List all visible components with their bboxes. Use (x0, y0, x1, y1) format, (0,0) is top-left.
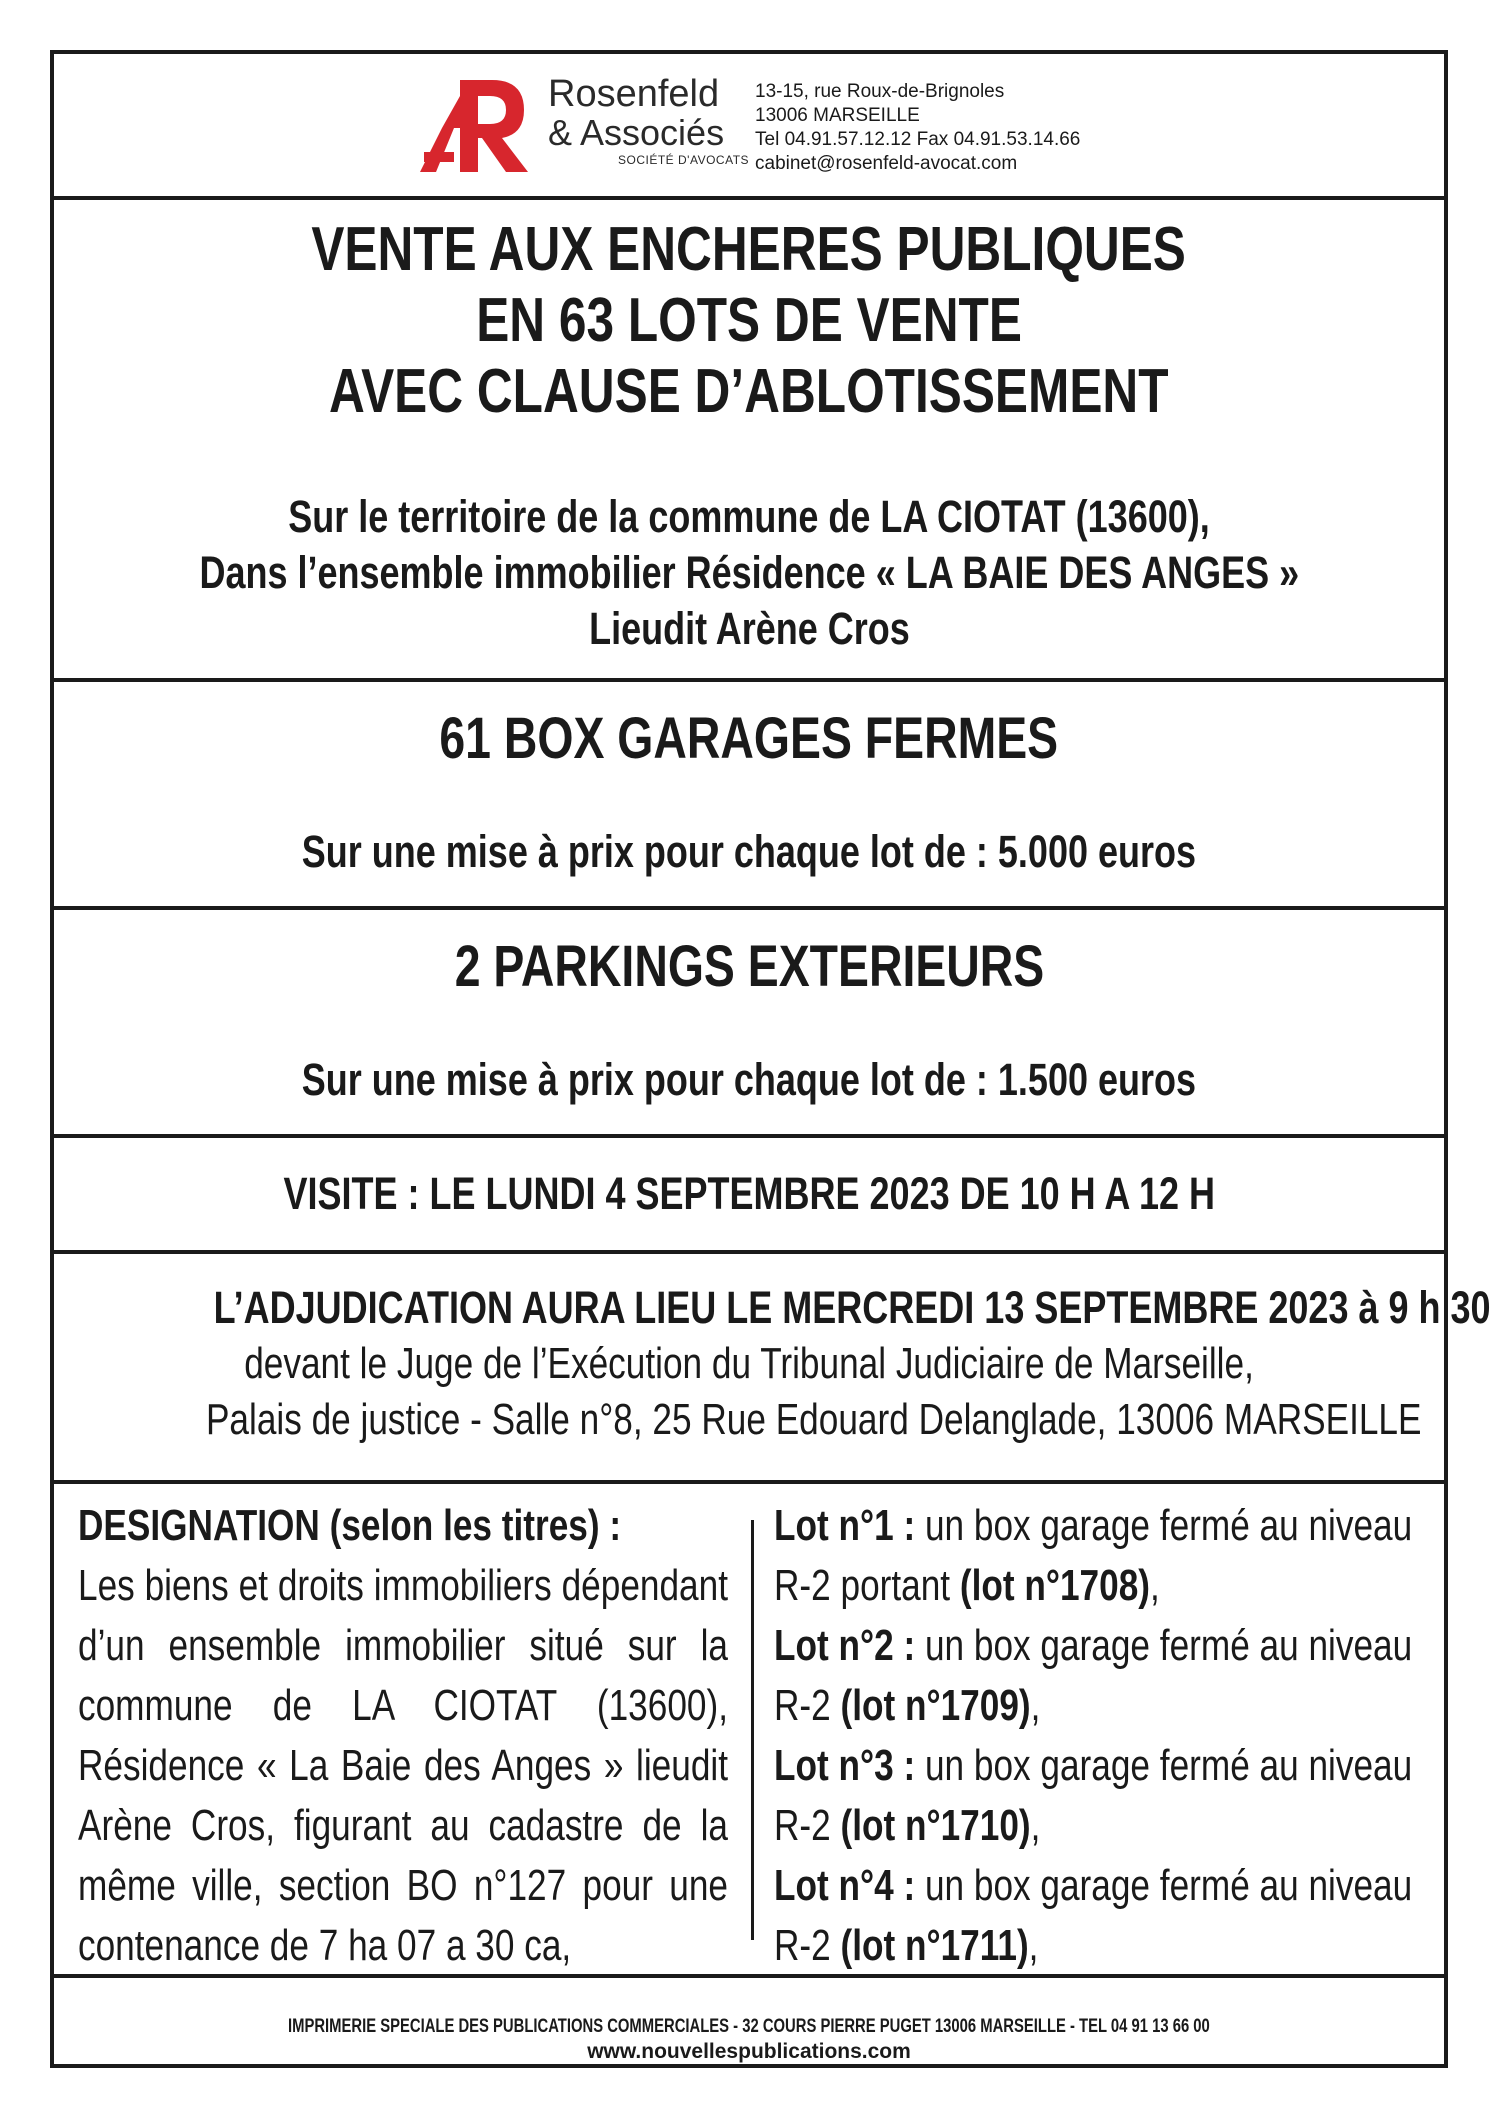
designation-section (54, 1484, 1444, 1978)
header-section (54, 54, 1444, 200)
firm-logo (420, 76, 530, 172)
location-line-2: Dans l’ensemble immobilier Résidence « LA BAIE DES ANGES » (199, 547, 1299, 598)
title-line-2: EN 63 LOTS DE VENTE (476, 286, 1022, 355)
lot-suffix: , (1028, 1921, 1039, 1970)
designation-line: commune de LA CIOTAT (13600), (78, 1681, 728, 1730)
brand-tagline: SOCIÉTÉ D'AVOCATS (618, 153, 750, 167)
parkings-heading: 2 PARKINGS EXTERIEURS (454, 934, 1044, 999)
visit-section (54, 1138, 1444, 1254)
lot-2-title (774, 1616, 1424, 1676)
box-garages-section (54, 682, 1444, 910)
designation-column (78, 1496, 728, 1976)
adjudication-line-1: devant le Juge de l’Exécution du Tribunal Judiciaire de Marseille, (244, 1339, 1254, 1388)
lot-label: Lot n°2 : (774, 1621, 916, 1670)
lot-desc: un box garage fermé au niveau (915, 1741, 1413, 1790)
lot-suffix: , (1030, 1681, 1041, 1730)
designation-line: Résidence « La Baie des Anges » lieudit (78, 1741, 728, 1790)
lot-label: Lot n°3 : (774, 1741, 916, 1790)
designation-line: d’un ensemble immobilier situé sur la (78, 1621, 728, 1670)
box-garages-heading: 61 BOX GARAGES FERMES (439, 706, 1059, 771)
lot-4-title (774, 1856, 1424, 1916)
lot-ref: (lot n°1709) (840, 1681, 1031, 1730)
lot-desc: un box garage fermé au niveau (915, 1621, 1413, 1670)
lots-column (774, 1496, 1424, 1976)
parkings-price: Sur une mise à prix pour chaque lot de : 1.500 euros (301, 1054, 1197, 1105)
title-line-1: VENTE AUX ENCHERES PUBLIQUES (311, 215, 1187, 284)
lot-3-ref-line (774, 1796, 1424, 1856)
title-line-3: AVEC CLAUSE D’ABLOTISSEMENT (329, 357, 1169, 426)
designation-line: Les biens et droits immobiliers dépendant (78, 1561, 728, 1610)
lot-label: Lot n°1 : (774, 1501, 916, 1550)
adjudication-line-2: Palais de justice - Salle n°8, 25 Rue Edouard Delanglade, 13006 MARSEILLE (205, 1395, 1422, 1444)
lot-label: Lot n°4 : (774, 1861, 916, 1910)
designation-line: même ville, section BO n°127 pour une (78, 1861, 728, 1910)
location-line-3: Lieudit Arène Cros (588, 603, 910, 654)
designation-heading: DESIGNATION (selon les titres) : (78, 1501, 622, 1550)
lot-3-title (774, 1736, 1424, 1796)
lot-4-ref-line (774, 1916, 1424, 1976)
designation-line: Arène Cros, figurant au cadastre de la (78, 1801, 728, 1850)
brand-name-line-2: & Associés (548, 112, 725, 153)
lot-prefix: R-2 (774, 1681, 841, 1730)
visit-text: VISITE : LE LUNDI 4 SEPTEMBRE 2023 DE 10 H A 12 H (283, 1168, 1215, 1219)
printer-info: IMPRIMERIE SPECIALE DES PUBLICATIONS COMMERCIALES - 32 COURS PIERRE PUGET 13006 MARSEILLE - TEL 04 91 13 66 00 (288, 2016, 1210, 2037)
location-line-1: Sur le territoire de la commune de LA CIOTAT (13600), (288, 491, 1210, 542)
lot-desc: un box garage fermé au niveau (915, 1861, 1413, 1910)
address-line-2: 13006 MARSEILLE (755, 105, 920, 126)
lot-prefix: R-2 (774, 1921, 841, 1970)
parkings-section (54, 910, 1444, 1138)
brand-name-line-1: Rosenfeld (548, 73, 720, 115)
title-section (54, 200, 1444, 682)
box-garages-price: Sur une mise à prix pour chaque lot de : 5.000 euros (301, 826, 1197, 877)
address-line-1: 13-15, rue Roux-de-Brignoles (755, 81, 1005, 102)
phone-line: Tel 04.91.57.12.12 Fax 04.91.53.14.66 (755, 129, 1081, 150)
lot-1-title (774, 1496, 1424, 1556)
website-link[interactable]: www.nouvellespublications.com (587, 2040, 911, 2063)
lot-ref: (lot n°1711) (840, 1921, 1029, 1970)
adjudication-section (54, 1254, 1491, 1484)
ar-logo-icon (420, 76, 530, 172)
lot-desc: un box garage fermé au niveau (915, 1501, 1413, 1550)
designation-line: contenance de 7 ha 07 a 30 ca, (78, 1921, 572, 1970)
lot-1-ref-line (774, 1556, 1424, 1616)
lot-ref: (lot n°1710) (840, 1801, 1031, 1850)
printer-footer (54, 2015, 1444, 2065)
lot-suffix: , (1149, 1561, 1160, 1610)
adjudication-heading: L’ADJUDICATION AURA LIEU LE MERCREDI 13 SEPTEMBRE 2023 à 9 h 30 (213, 1282, 1491, 1333)
email-link[interactable]: cabinet@rosenfeld-avocat.com (755, 153, 1018, 174)
column-divider (751, 1520, 754, 1940)
lot-2-ref-line (774, 1676, 1424, 1736)
lot-suffix: , (1030, 1801, 1041, 1850)
firm-brand (548, 74, 748, 168)
firm-address (755, 80, 1080, 176)
lot-prefix: R-2 (774, 1801, 841, 1850)
lot-ref: (lot n°1708) (959, 1561, 1150, 1610)
lot-prefix: R-2 portant (774, 1561, 960, 1610)
